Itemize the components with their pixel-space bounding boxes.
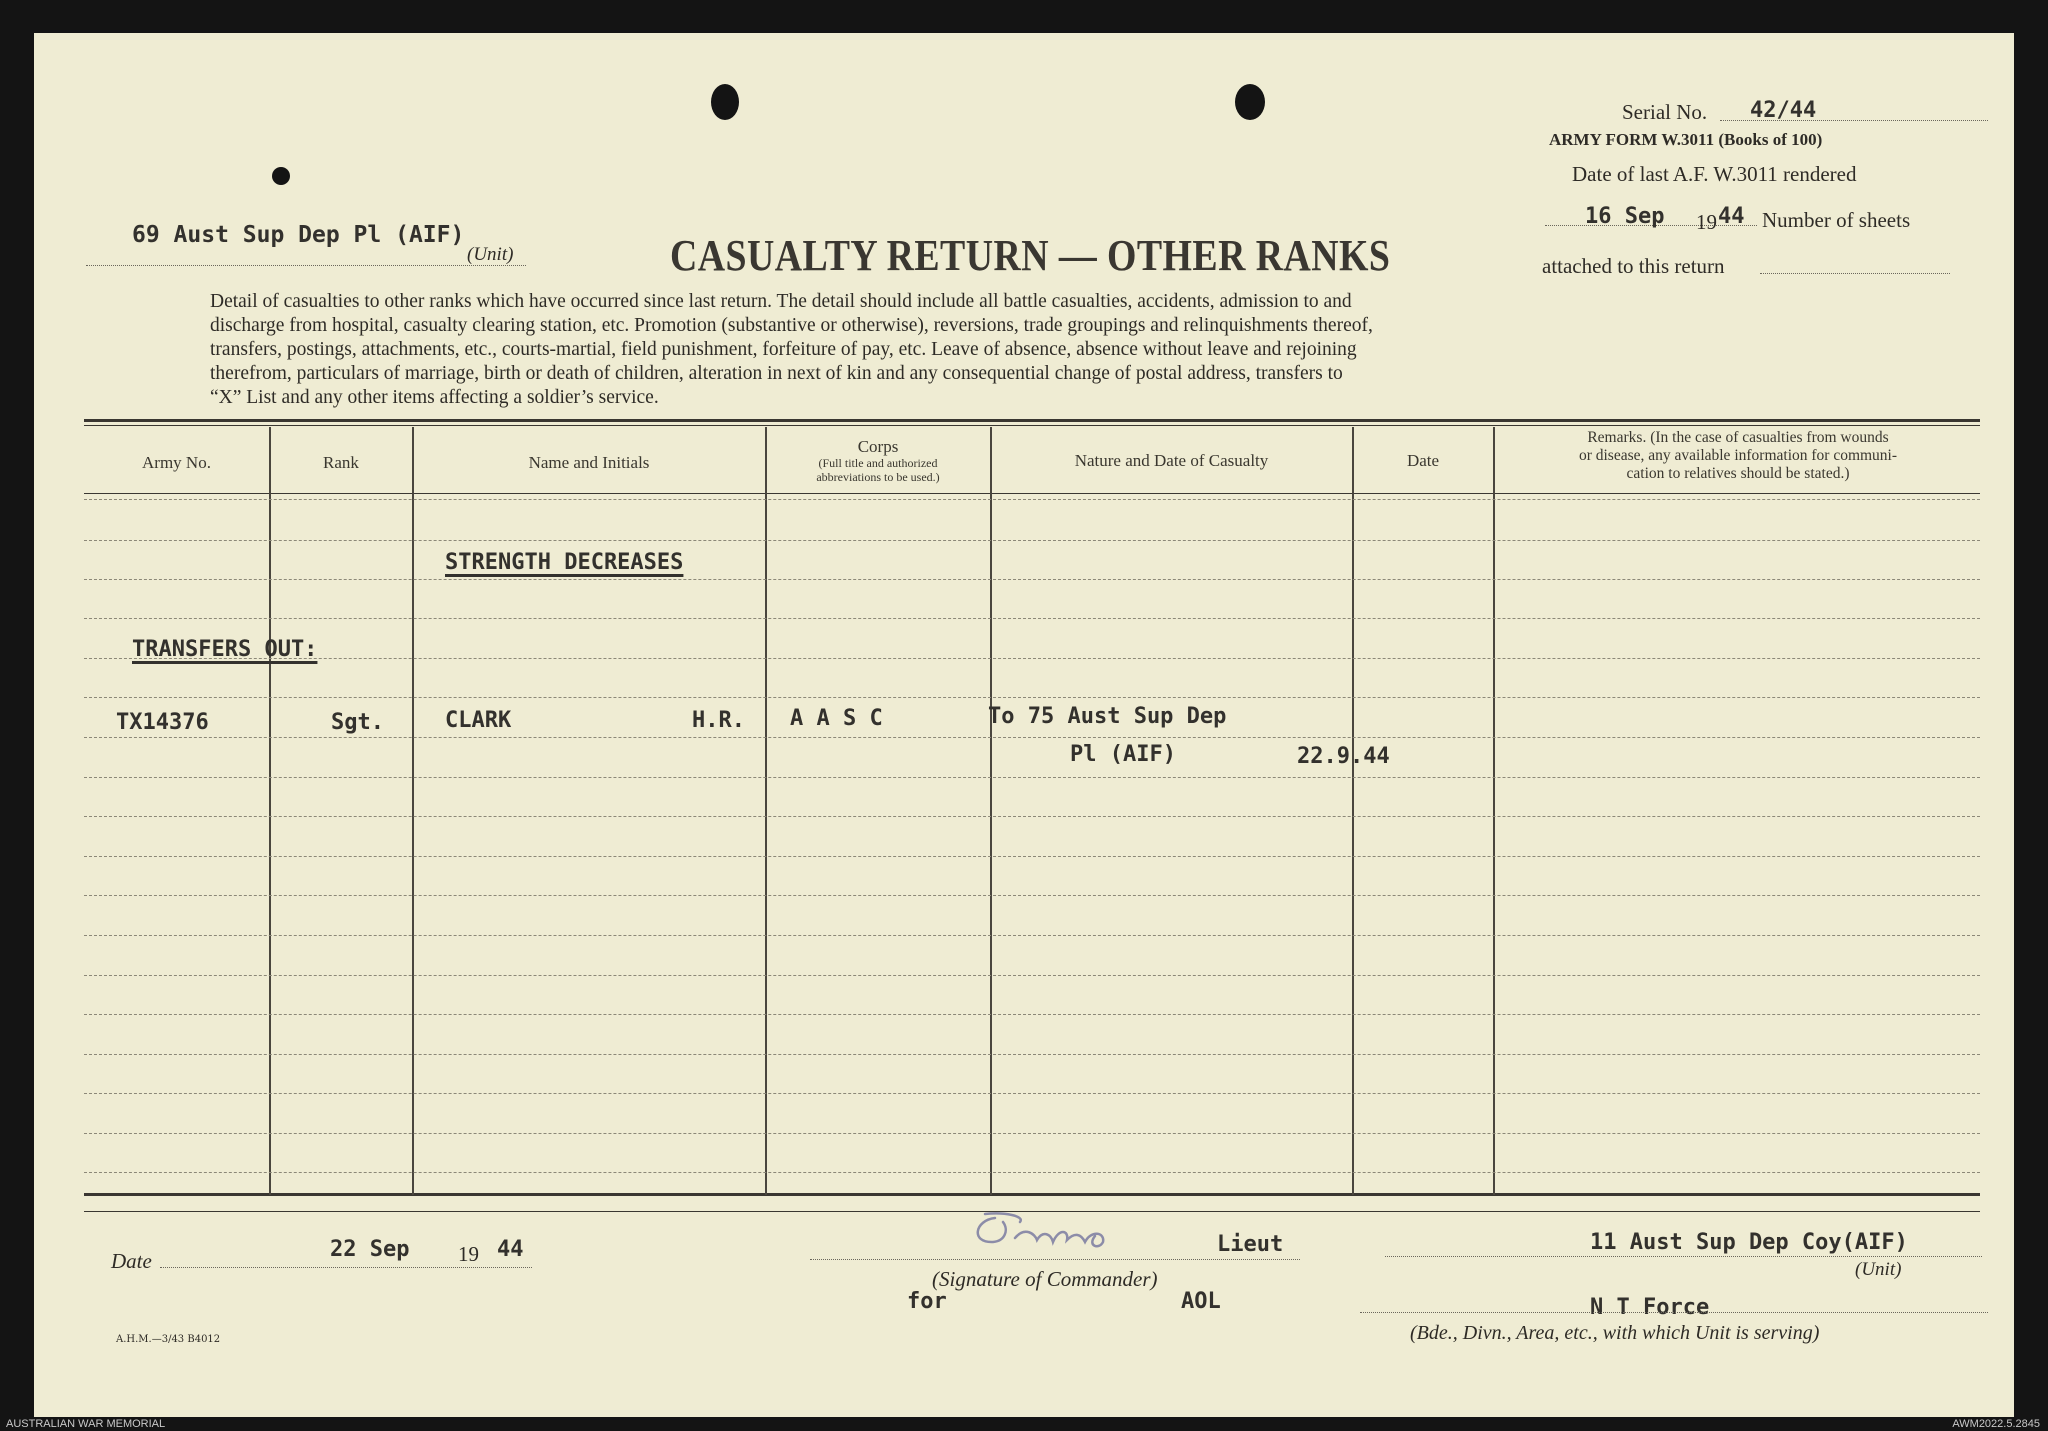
entry-date: 22.9.44 [1297,744,1390,769]
attached-label: attached to this return [1542,254,1725,278]
row-line [84,1014,1980,1015]
serving-label: (Bde., Divn., Area, etc., with which Unit is serving) [1410,1322,1820,1344]
entry-name: CLARK [445,708,512,733]
last-af-year: 44 [1718,204,1745,229]
unit-typed: 69 Aust Sup Dep Pl (AIF) [132,222,465,248]
column-header-rank: Rank [323,453,359,472]
entry-nature-line2: Pl (AIF) [1070,742,1176,767]
instructions-block [210,290,1373,410]
column-header-remarks [1496,429,1980,483]
entry-army-no: TX14376 [116,710,209,735]
table-header-rule [84,493,1980,494]
section-heading: STRENGTH DECREASES [445,550,684,575]
unit-footer-line [1385,1256,1982,1257]
remarks-line: or disease, any available information for communi- [1578,447,1898,464]
unit-label: (Unit) [467,244,514,265]
instructions-line: Detail of casualties to other ranks which have occurred since last return. The detail should include all battle casualties, accidents, admission to and [210,291,1352,312]
column-divider [269,427,271,1195]
entry-corps: A A S C [790,706,883,731]
date-year: 44 [497,1237,524,1262]
row-line [84,1093,1980,1094]
instructions-line: discharge from hospital, casualty clearing station, etc. Promotion (substantive or otherwise), reversions, trade groupings and relinquishments thereof, [210,315,1373,336]
force-line [1360,1312,1988,1313]
last-af-label: Date of last A.F. W.3011 rendered [1572,162,1857,186]
row-line [84,697,1980,698]
entry-initials: H.R. [692,708,745,733]
attached-line [1760,273,1950,274]
remarks-line: Remarks. (In the case of casualties from wounds [1587,429,1889,446]
column-divider [990,427,992,1195]
unit-line [86,265,526,266]
punch-hole [1235,84,1265,120]
aol-typed: AOL [1181,1289,1221,1314]
signature [965,1208,1145,1256]
serial-label: Serial No. [1622,100,1708,124]
sub-heading: TRANSFERS OUT: [132,637,318,662]
archive-label-left: AUSTRALIAN WAR MEMORIAL [6,1418,166,1430]
row-line [84,1172,1980,1173]
row-line [84,935,1980,936]
unit-typed-footer: 11 Aust Sup Dep Coy(AIF) [1590,1230,1908,1255]
entry-nature-line1: To 75 Aust Sup Dep [988,704,1227,729]
row-line [84,1133,1980,1134]
print-code: A.H.M.—3/43 B4012 [116,1334,221,1345]
column-divider [412,427,414,1195]
date-line [160,1267,532,1268]
entry-rank: Sgt. [331,710,384,735]
punch-hole [711,84,739,120]
row-line [84,816,1980,817]
instructions-line: transfers, postings, attachments, etc., courts-martial, field punishment, forfeiture of pay, etc. Leave of absence, absence without leave and rejoining [210,339,1357,360]
date-typed: 22 Sep [330,1237,410,1262]
for-typed: for [907,1289,947,1314]
form-title: CASUALTY RETURN — OTHER RANKS [670,231,1391,280]
row-line [84,658,1980,659]
column-header-corps: Corps [857,437,899,456]
table-top-rule [84,419,1980,422]
signature-label: (Signature of Commander) [932,1267,1158,1291]
column-header-nature: Nature and Date of Casualty [1074,451,1269,470]
instructions-line: “X” List and any other items affecting a soldier’s service. [210,387,659,408]
row-line [84,540,1980,541]
signature-line [810,1259,1300,1260]
column-divider [1493,427,1495,1195]
column-header-corps-note: (Full title and authorized [818,456,938,470]
archive-label-right: AWM2022.5.2845 [1952,1418,2040,1430]
column-header-army-no: Army No. [142,453,211,472]
date-year-prefix: 19 [458,1242,479,1266]
row-line [84,499,1980,500]
force-typed: N T Force [1590,1295,1710,1320]
row-line [84,1054,1980,1055]
last-af-year-prefix: 19 [1696,210,1717,234]
last-af-date: 16 Sep [1585,204,1665,229]
punch-hole [272,167,290,185]
sheets-label: Number of sheets [1762,208,1911,232]
column-header-corps-note: abbreviations to be used.) [816,470,940,484]
remarks-line: cation to relatives should be stated.) [1626,465,1850,482]
row-line [84,975,1980,976]
row-line [84,895,1980,896]
row-line [84,579,1980,580]
army-form-label: ARMY FORM W.3011 (Books of 100) [1549,130,1823,149]
column-divider [765,427,767,1195]
row-line [84,618,1980,619]
row-line [84,856,1980,857]
table-bottom-rule [84,1193,1980,1196]
table-top-rule-thin [84,425,1980,426]
column-divider [1352,427,1354,1195]
row-line [84,777,1980,778]
date-label: Date [111,1249,152,1273]
serial-number: 42/44 [1750,98,1817,123]
unit-footer-label: (Unit) [1855,1259,1902,1280]
rank-typed: Lieut [1217,1232,1284,1257]
column-header-name: Name and Initials [528,453,650,472]
row-line [84,737,1980,738]
column-header-date: Date [1406,451,1440,470]
instructions-line: therefrom, particulars of marriage, birth or death of children, alteration in next of kin and any consequential change of postal address, transfers to [210,363,1343,384]
